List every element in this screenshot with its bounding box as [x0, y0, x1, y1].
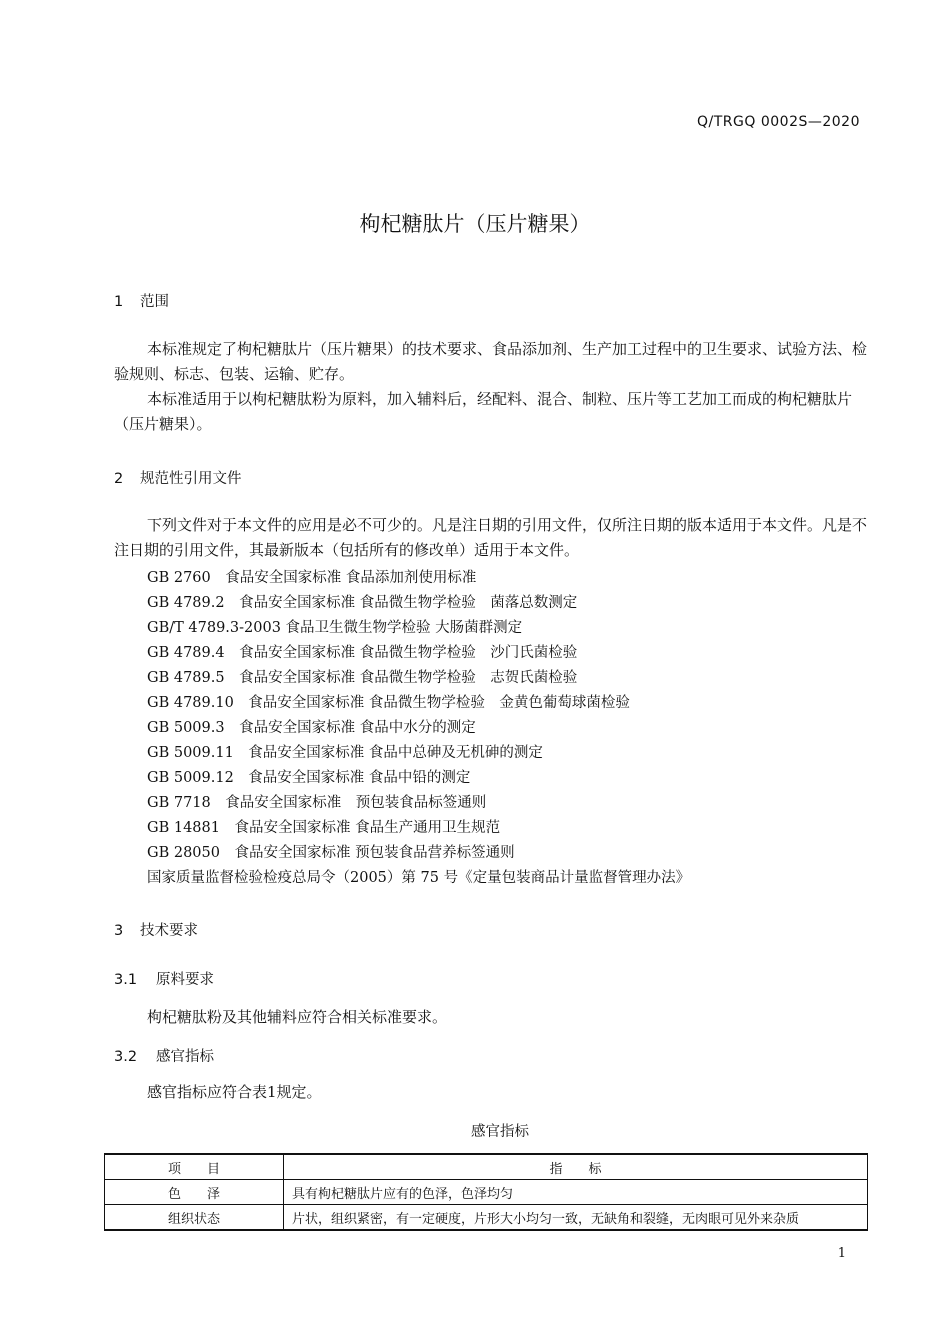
- table-row: [105, 1205, 868, 1231]
- table-header-cell: 项 目: [105, 1154, 284, 1180]
- table-row: [105, 1180, 868, 1205]
- section-number: 3.1: [114, 972, 138, 988]
- table-cell: 组织状态: [105, 1205, 284, 1231]
- reference-item: GB 7718 食品安全国家标准 预包装食品标签通则: [147, 795, 487, 811]
- standard-code: Q/TRGQ 0002S—2020: [697, 114, 860, 130]
- section-3-1-text: 枸杞糖肽粉及其他辅料应符合相关标准要求。: [147, 1008, 448, 1026]
- reference-item: GB 4789.5 食品安全国家标准 食品微生物学检验 志贺氏菌检验: [147, 670, 578, 686]
- reference-item: GB 14881 食品安全国家标准 食品生产通用卫生规范: [147, 820, 501, 836]
- section-number: 3.2: [114, 1049, 138, 1065]
- reference-item: GB 28050 食品安全国家标准 预包装食品营养标签通则: [147, 845, 515, 861]
- document-title: 枸杞糖肽片（压片糖果）: [359, 212, 591, 236]
- reference-item: GB/T 4789.3-2003 食品卫生微生物学检验 大肠菌群测定: [147, 620, 523, 636]
- reference-item: GB 2760 食品安全国家标准 食品添加剂使用标准: [147, 570, 477, 586]
- reference-item: GB 4789.2 食品安全国家标准 食品微生物学检验 菌落总数测定: [147, 595, 578, 611]
- table-cell: 具有枸杞糖肽片应有的色泽，色泽均匀: [284, 1180, 868, 1205]
- section-title: 感官指标: [156, 1049, 214, 1065]
- table-title: 感官指标: [471, 1124, 529, 1140]
- table-cell: 片状，组织紧密，有一定硬度，片形大小均匀一致，无缺角和裂缝，无肉眼可见外来杂质: [284, 1205, 868, 1231]
- section-2-heading: [114, 467, 242, 488]
- section-number: 2: [114, 471, 124, 487]
- section-3-heading: [114, 919, 198, 940]
- section-1-paragraph-1: 本标准规定了枸杞糖肽片（压片糖果）的技术要求、食品添加剂、生产加工过程中的卫生要求、试验方法、检验规则、标志、包装、运输、贮存。: [114, 340, 868, 383]
- section-title: 范围: [140, 294, 169, 310]
- section-number: 3: [114, 923, 124, 939]
- reference-item: 国家质量监督检验检疫总局令（2005）第 75 号《定量包装商品计量监督管理办法》: [147, 870, 691, 886]
- table-header-cell: 指 标: [284, 1154, 868, 1180]
- section-1-paragraph-2: 本标准适用于以枸杞糖肽粉为原料，加入辅料后，经配料、混合、制粒、压片等工艺加工而成的枸杞糖肽片（压片糖果）。: [114, 390, 853, 433]
- section-3-2-heading: [114, 1045, 214, 1066]
- reference-item: GB 4789.4 食品安全国家标准 食品微生物学检验 沙门氏菌检验: [147, 645, 578, 661]
- sensory-table: [104, 1153, 868, 1231]
- reference-item: GB 5009.3 食品安全国家标准 食品中水分的测定: [147, 720, 476, 736]
- page-number: 1: [837, 1246, 846, 1261]
- section-title: 技术要求: [140, 923, 198, 939]
- section-number: 1: [114, 294, 124, 310]
- reference-item: GB 4789.10 食品安全国家标准 食品微生物学检验 金黄色葡萄球菌检验: [147, 695, 630, 711]
- section-title: 原料要求: [156, 972, 214, 988]
- section-1-heading: [114, 290, 169, 311]
- section-3-1-heading: [114, 968, 214, 989]
- reference-item: GB 5009.12 食品安全国家标准 食品中铅的测定: [147, 770, 471, 786]
- table-cell: 色 泽: [105, 1180, 284, 1205]
- section-3-2-text: 感官指标应符合表1规定。: [147, 1083, 322, 1101]
- section-title: 规范性引用文件: [140, 471, 242, 487]
- table-header-row: [105, 1154, 868, 1180]
- reference-item: GB 5009.11 食品安全国家标准 食品中总砷及无机砷的测定: [147, 745, 543, 761]
- section-2-intro: 下列文件对于本文件的应用是必不可少的。凡是注日期的引用文件，仅所注日期的版本适用于本文件。凡是不注日期的引用文件，其最新版本（包括所有的修改单）适用于本文件。: [114, 516, 868, 559]
